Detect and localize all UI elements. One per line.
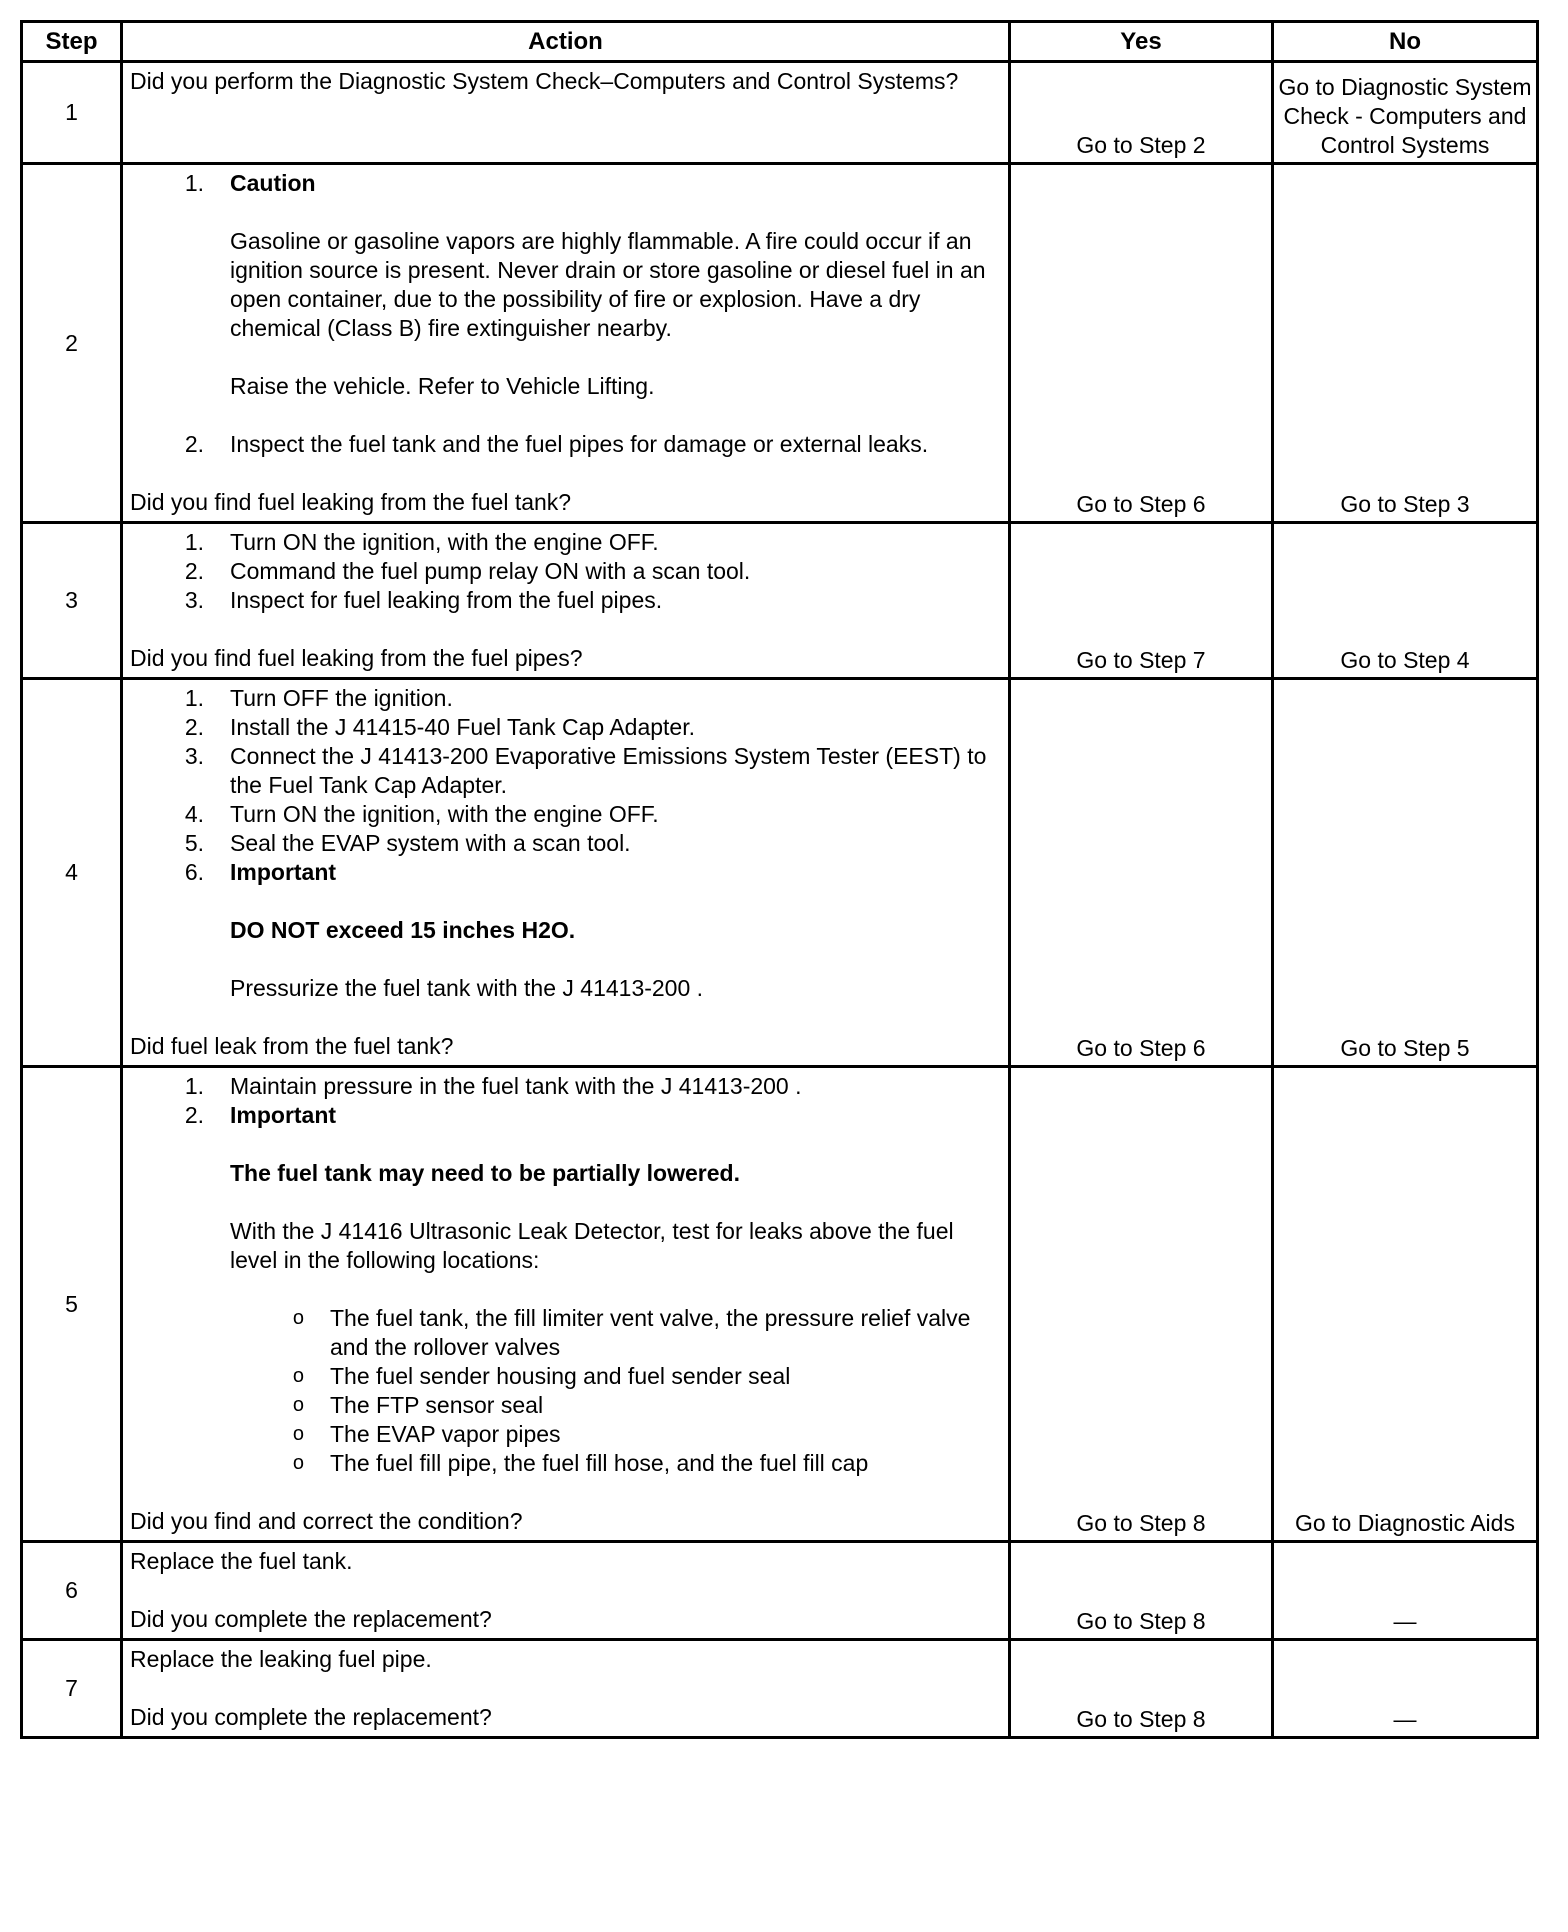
no-cell: Go to Step 5 xyxy=(1273,679,1538,1067)
action-cell xyxy=(122,1067,1010,1542)
important-title: Important xyxy=(230,859,337,885)
step-number: 2 xyxy=(22,164,122,523)
step-number: 6 xyxy=(22,1542,122,1640)
yes-cell: Go to Step 7 xyxy=(1010,523,1273,679)
caution-text: Gasoline or gasoline vapors are highly flammable. A fire could occur if an ignition source is present. Never drain or store gasoline or diesel fuel in an open container, due to the possibility of fire or explosion. Have a dry chemical (Class B) fire extinguisher nearby. xyxy=(230,228,986,341)
item-number: 2. xyxy=(184,714,204,740)
item-text: Turn ON the ignition, with the engine OFF. xyxy=(230,529,659,555)
sub-list-item xyxy=(130,1420,1004,1449)
item-number: 1. xyxy=(184,685,204,711)
step-number: 3 xyxy=(22,523,122,679)
yes-cell: Go to Step 6 xyxy=(1010,164,1273,523)
sub-list-item xyxy=(130,1362,1004,1391)
action-cell xyxy=(122,679,1010,1067)
item-number: 1. xyxy=(184,529,204,555)
item-number: 6. xyxy=(184,859,204,885)
important-text: The fuel tank may need to be partially lowered. xyxy=(230,1160,740,1186)
action-cell xyxy=(122,62,1010,164)
step-row-3 xyxy=(22,523,1538,679)
no-cell: Go to Diagnostic System Check - Computers and Control Systems xyxy=(1273,62,1538,164)
item-number: 3. xyxy=(184,743,204,769)
item-number: 3. xyxy=(184,587,204,613)
no-cell: Go to Step 3 xyxy=(1273,164,1538,523)
important-title: Important xyxy=(230,1102,337,1128)
diagnostic-table xyxy=(20,20,1539,1739)
list-item xyxy=(130,430,1004,459)
action-question: Did you perform the Diagnostic System Check–Computers and Control Systems? xyxy=(130,68,959,94)
action-question: Did you find and correct the condition? xyxy=(130,1508,523,1534)
item-text: Seal the EVAP system with a scan tool. xyxy=(230,830,631,856)
item-text: Maintain pressure in the fuel tank with the J 41413-200 . xyxy=(230,1073,802,1099)
sub-item-text: The EVAP vapor pipes xyxy=(330,1421,561,1447)
item-text: Connect the J 41413-200 Evaporative Emissions System Tester (EEST) to the Fuel Tank Cap Adapter. xyxy=(230,743,987,798)
item-text: Turn OFF the ignition. xyxy=(230,685,453,711)
action-cell xyxy=(122,1542,1010,1640)
step-number: 1 xyxy=(22,62,122,164)
header-yes: Yes xyxy=(1010,22,1273,62)
list-item xyxy=(130,684,1004,713)
action-question: Did you complete the replacement? xyxy=(130,1704,492,1730)
yes-cell: Go to Step 6 xyxy=(1010,679,1273,1067)
list-item xyxy=(130,1072,1004,1101)
action-question: Did fuel leak from the fuel tank? xyxy=(130,1033,454,1059)
step-row-6 xyxy=(22,1542,1538,1640)
yes-cell: Go to Step 8 xyxy=(1010,1542,1273,1640)
header-step: Step xyxy=(22,22,122,62)
item-number: 2. xyxy=(184,558,204,584)
bullet-icon: o xyxy=(292,1452,304,1474)
sub-item-text: The FTP sensor seal xyxy=(330,1392,544,1418)
yes-cell: Go to Step 8 xyxy=(1010,1067,1273,1542)
item-text: Inspect the fuel tank and the fuel pipes for damage or external leaks. xyxy=(230,431,929,457)
list-item xyxy=(130,713,1004,742)
item-text: Turn ON the ignition, with the engine OFF. xyxy=(230,801,659,827)
item-number: 2. xyxy=(184,431,204,457)
step-number: 4 xyxy=(22,679,122,1067)
step-number: 7 xyxy=(22,1640,122,1738)
item-number: 1. xyxy=(184,170,204,196)
sub-item-text: The fuel fill pipe, the fuel fill hose, and the fuel fill cap xyxy=(330,1450,869,1476)
list-item xyxy=(130,829,1004,858)
yes-cell: Go to Step 2 xyxy=(1010,62,1273,164)
action-question: Did you complete the replacement? xyxy=(130,1606,492,1632)
step-row-4 xyxy=(22,679,1538,1067)
action-question: Did you find fuel leaking from the fuel tank? xyxy=(130,489,572,515)
sub-list-item xyxy=(130,1449,1004,1478)
step-row-5 xyxy=(22,1067,1538,1542)
item-text: Command the fuel pump relay ON with a scan tool. xyxy=(230,558,751,584)
no-cell: Go to Diagnostic Aids xyxy=(1273,1067,1538,1542)
step-row-2 xyxy=(22,164,1538,523)
yes-cell: Go to Step 8 xyxy=(1010,1640,1273,1738)
item-text: Inspect for fuel leaking from the fuel pipes. xyxy=(230,587,663,613)
list-item xyxy=(130,742,1004,800)
list-item xyxy=(130,169,1004,430)
caution-title: Caution xyxy=(230,170,316,196)
header-action: Action xyxy=(122,22,1010,62)
list-item xyxy=(130,800,1004,829)
sub-list-item xyxy=(130,1391,1004,1420)
item-text: Pressurize the fuel tank with the J 41413-200 . xyxy=(230,975,704,1001)
item-number: 5. xyxy=(184,830,204,856)
step-row-7 xyxy=(22,1640,1538,1738)
sub-item-text: The fuel sender housing and fuel sender seal xyxy=(330,1363,791,1389)
header-row xyxy=(22,22,1538,62)
item-text: Install the J 41415-40 Fuel Tank Cap Adapter. xyxy=(230,714,695,740)
list-item xyxy=(130,586,1004,615)
list-item xyxy=(130,528,1004,557)
important-text: DO NOT exceed 15 inches H2O. xyxy=(230,917,576,943)
item-number: 1. xyxy=(184,1073,204,1099)
bullet-icon: o xyxy=(292,1394,304,1416)
item-text: With the J 41416 Ultrasonic Leak Detector, test for leaks above the fuel level in the following locations: xyxy=(230,1218,954,1273)
step-row-1 xyxy=(22,62,1538,164)
sub-item-text: The fuel tank, the fill limiter vent valve, the pressure relief valve and the rollover valves xyxy=(330,1305,971,1360)
action-cell xyxy=(122,523,1010,679)
no-cell: Go to Step 4 xyxy=(1273,523,1538,679)
sub-list-item xyxy=(130,1304,1004,1362)
no-cell: — xyxy=(1273,1542,1538,1640)
action-cell xyxy=(122,1640,1010,1738)
list-item xyxy=(130,1101,1004,1304)
item-text: Replace the leaking fuel pipe. xyxy=(130,1646,432,1672)
item-text: Replace the fuel tank. xyxy=(130,1548,353,1574)
no-cell: — xyxy=(1273,1640,1538,1738)
action-cell xyxy=(122,164,1010,523)
list-item xyxy=(130,858,1004,1003)
item-text: Raise the vehicle. Refer to Vehicle Lifting. xyxy=(230,373,655,399)
header-no: No xyxy=(1273,22,1538,62)
bullet-icon: o xyxy=(292,1365,304,1387)
list-item xyxy=(130,557,1004,586)
item-number: 4. xyxy=(184,801,204,827)
action-question: Did you find fuel leaking from the fuel pipes? xyxy=(130,645,583,671)
item-number: 2. xyxy=(184,1102,204,1128)
bullet-icon: o xyxy=(292,1423,304,1445)
step-number: 5 xyxy=(22,1067,122,1542)
bullet-icon: o xyxy=(292,1307,304,1329)
